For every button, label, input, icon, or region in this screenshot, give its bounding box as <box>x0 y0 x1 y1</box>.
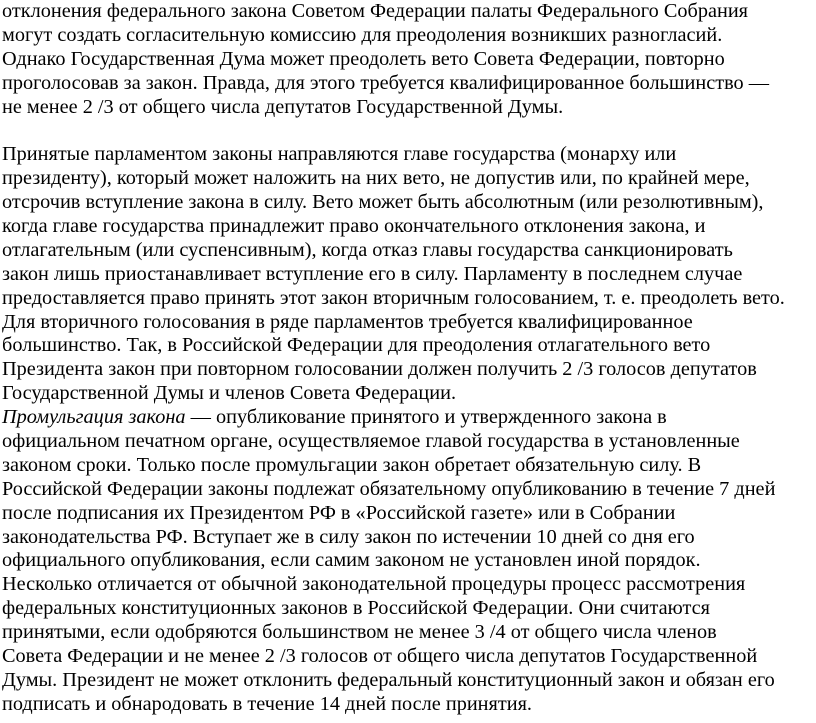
text-line: проголосовав за закон. Правда, для этого требуется квалифицированное большинство — <box>2 71 770 94</box>
text-line: Для вторичного голосования в ряде парламентов требуется квалифицированное <box>2 310 693 333</box>
text-line-with-term <box>2 406 808 430</box>
text-line: законодательства РФ. Вступает же в силу закон по истечении 10 дней со дня его <box>2 525 695 548</box>
text-line: отсрочив вступление закона в силу. Вето может быть абсолютным (или резолютивным), <box>2 191 764 214</box>
text-line: большинство. Так, в Российской Федерации для преодоления отлагательного вето <box>2 334 711 357</box>
text-line: закон лишь приостанавливает вступление его в силу. Парламенту в последнем случае <box>2 262 743 285</box>
text-line: Президента закон при повторном голосовании должен получить 2 /3 голосов депутатов <box>2 358 757 381</box>
paragraph-promulgation <box>2 406 808 717</box>
text-line: Несколько отличается от обычной законодательной процедуры процесс рассмотрения <box>2 573 746 596</box>
text-line: Однако Государственная Дума может преодолеть вето Совета Федерации, повторно <box>2 47 725 70</box>
text-line: не менее 2 /3 от общего числа депутатов Государственной Думы. <box>2 95 564 118</box>
paragraph-spacer <box>2 119 808 143</box>
text-line: Государственной Думы и членов Совета Федерации. <box>2 382 457 405</box>
paragraph-veto-federation-council <box>2 0 808 119</box>
text-line: Российской Федерации законы подлежат обязательному опубликованию в течение 7 дней <box>2 477 776 500</box>
text-line: когда главе государства принадлежит право окончательного отклонения закона, и <box>2 215 706 238</box>
text-line: после подписания их Президентом РФ в «Российской газете» или в Собрании <box>2 501 676 524</box>
text-line: могут создать согласительную комиссию для преодоления возникших разногласий. <box>2 23 723 46</box>
text-line: отлагательным (или суспенсивным), когда отказ главы государства санкционировать <box>2 238 733 261</box>
text-line: официальном печатном органе, осуществляемое главой государства в установленные <box>2 430 740 453</box>
text-line: федеральных конституционных законов в Российской Федерации. Они считаются <box>2 597 710 620</box>
text-line: Думы. Президент не может отклонить федеральный конституционный закон и обязан его <box>2 668 775 691</box>
text-line: предоставляется право принять этот закон вторичным голосованием, т. е. преодолеть вето. <box>2 286 785 309</box>
text-line: Принятые парламентом законы направляются главе государства (монарху или <box>2 143 677 166</box>
text-line: законом сроки. Только после промульгации закон обретает обязательную силу. В <box>2 453 702 476</box>
text-line: официального опубликования, если самим законом не установлен иной порядок. <box>2 549 701 572</box>
term-definition-start: — опубликование принятого и утвержденного закона в <box>185 406 667 429</box>
term-promulgation: Промульгация закона <box>2 406 186 429</box>
text-line: Совета Федерации и не менее 2 /3 голосов от общего числа депутатов Государственной <box>2 645 758 668</box>
paragraph-head-of-state-veto <box>2 143 808 406</box>
text-line: подписать и обнародовать в течение 14 дней после принятия. <box>2 692 532 715</box>
text-line: отклонения федерального закона Советом Федерации палаты Федерального Собрания <box>2 0 748 22</box>
text-line: принятыми, если одобряются большинством не менее 3 /4 от общего числа членов <box>2 621 717 644</box>
text-line: президенту), который может наложить на них вето, не допустив или, по крайней мере, <box>2 167 750 190</box>
